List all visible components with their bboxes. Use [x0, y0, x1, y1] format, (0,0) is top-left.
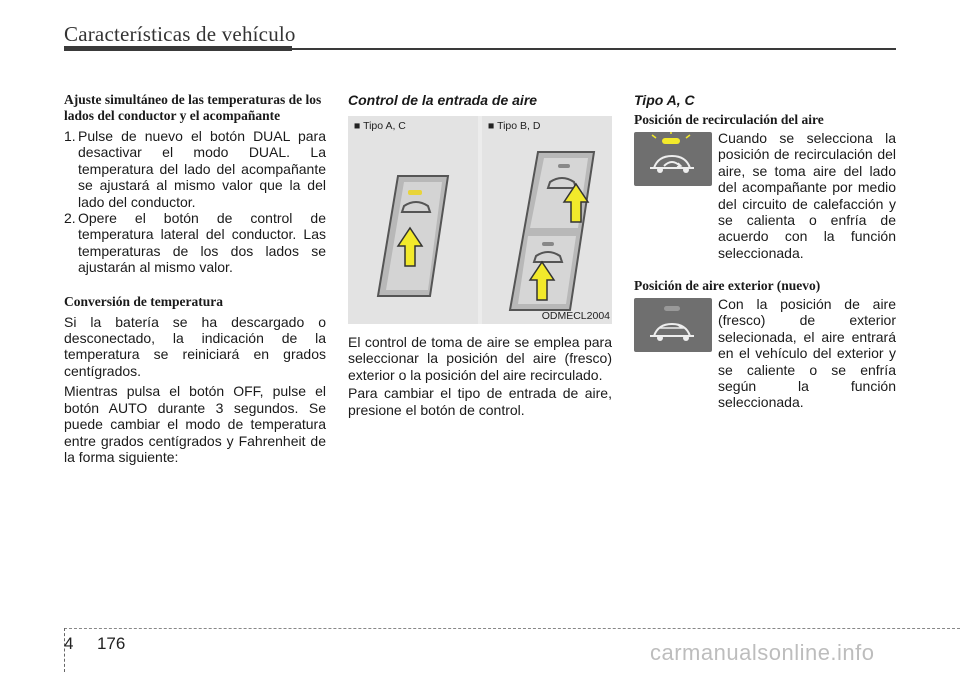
section-heading-conversion: Conversión de temperatura: [64, 293, 223, 309]
header-rule-thick: [64, 46, 292, 51]
column-1: [64, 92, 326, 465]
fresh-air-position-image: [634, 298, 712, 352]
column-3: [634, 92, 896, 412]
air-intake-figure: [348, 116, 612, 324]
recirculation-car-icon: [634, 132, 712, 186]
paragraph-air-control: El control de toma de aire se emplea para seleccionar la posición del aire (fresco) exterior o la posición del aire recirculado.: [348, 334, 612, 383]
paragraph-change-intake: Para cambiar el tipo de entrada de aire, presione el botón de control.: [348, 385, 612, 418]
step-2: [64, 210, 326, 276]
column-2: [348, 92, 612, 418]
page-number: [64, 634, 125, 654]
section-heading-air-intake: Control de la entrada de aire: [348, 92, 538, 108]
step-1: [64, 128, 326, 210]
figure-label-type-ac: ■ Tipo A, C: [354, 120, 406, 132]
watermark-text: carmanualsonline.info: [650, 640, 875, 665]
fresh-air-car-icon: [634, 298, 712, 352]
section-number: 4: [64, 634, 74, 653]
step-number: 2.: [64, 210, 76, 227]
page-number-value: 176: [96, 634, 126, 653]
subheading-recirculation: Posición de recirculación del aire: [634, 112, 824, 127]
paragraph-battery: Si la batería se ha descargado o desconectado, la indicación de la temperatura se reiniciará en grados centígrados.: [64, 313, 326, 379]
header-rule-thin: [292, 48, 896, 50]
step-text: Opere el botón de control de temperatura lateral del conductor. Las temperaturas de los dos lados se ajustarán al mismo valor.: [78, 210, 326, 276]
paragraph-off-auto: Mientras pulsa el botón OFF, pulse el botón AUTO durante 3 segundos. Se puede cambiar el modo de temperatura entre grados centígrados y Fahrenheit de la forma siguiente:: [64, 383, 326, 465]
switch-illustration-type-bd: [500, 146, 600, 316]
figure-label-type-bd: ■ Tipo B, D: [488, 120, 541, 132]
step-number: 1.: [64, 128, 76, 144]
switch-illustration-type-ac: [368, 166, 458, 306]
section-heading-simultaneous: Ajuste simultáneo de las temperaturas de los lados del conductor y el acompañante: [64, 92, 322, 123]
subheading-fresh-air: Posición de aire exterior (nuevo): [634, 278, 821, 293]
step-text: Pulse de nuevo el botón DUAL para desactivar el modo DUAL. La temperatura del lado del acompañante se ajustará al mismo valor que la del lado del conductor.: [78, 128, 326, 210]
page-header-title: Características de vehículo: [64, 22, 296, 46]
section-heading-type-ac: Tipo A, C: [634, 92, 695, 108]
figure-code: ODMECL2004: [541, 310, 610, 322]
recirculation-description: Cuando se selecciona la posición de recirculación del aire, se toma aire del lado del acompañante por medio del circuito de calefacción y se calienta o enfría de acuerdo con la función seleccionada.: [718, 130, 896, 261]
recirculation-position-image: [634, 132, 712, 186]
footer-rule: [64, 628, 960, 629]
indicator-led-icon: [408, 190, 422, 195]
fresh-air-description: Con la posición de aire (fresco) de exterior selecionada, el aire entrará en el vehículo del exterior y se caliente o se enfría según la función seleccionada.: [718, 296, 896, 411]
